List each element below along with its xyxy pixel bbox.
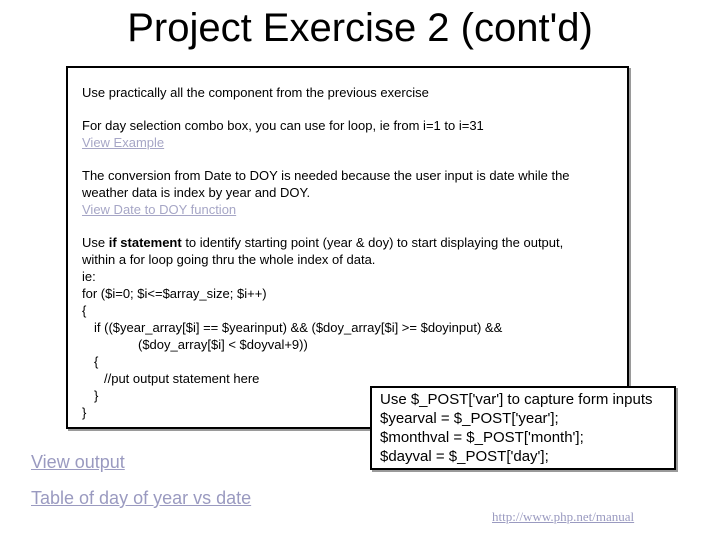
code-line: for ($i=0; $i<=$array_size; $i++) (82, 286, 267, 301)
intro-line: Use practically all the component from the previous exercise (82, 85, 429, 100)
if-statement-prefix: Use (82, 235, 109, 250)
view-date-to-doy-link[interactable]: View Date to DOY function (82, 202, 237, 217)
if-statement-line (82, 234, 563, 251)
code-line: ($doy_array[$i] < $doyval+9)) (138, 337, 308, 352)
code-line: { (82, 303, 87, 318)
conversion-line-1: The conversion from Date to DOY is needed because the user input is date while the (82, 168, 570, 183)
php-manual-link[interactable]: http://www.php.net/manual (492, 509, 635, 524)
slide-title: Project Exercise 2 (cont'd) (127, 6, 593, 50)
callout-line: Use $_POST['var'] to capture form inputs (380, 391, 653, 408)
exercise-text-box (66, 66, 629, 429)
code-line: if (($year_array[$i] == $yearinput) && ($doy_array[$i] >= $doyinput) && (94, 320, 503, 335)
post-variables-callout (370, 386, 676, 470)
callout-line: $monthval = $_POST['month']; (380, 429, 584, 446)
callout-line: $yearval = $_POST['year']; (380, 410, 559, 427)
if-statement-keyword: if statement (108, 235, 182, 250)
if-statement-suffix: to identify starting point (year & doy) to start displaying the output, (181, 235, 564, 250)
combo-box-line: For day selection combo box, you can use for loop, ie from i=1 to i=31 (82, 118, 484, 133)
view-example-link[interactable]: View Example (82, 135, 165, 150)
conversion-line-2: weather data is index by year and DOY. (82, 185, 311, 200)
code-line: } (94, 388, 99, 403)
code-line: } (82, 405, 87, 420)
code-line: { (94, 354, 99, 369)
ie-line: ie: (82, 269, 96, 284)
for-loop-line: within a for loop going thru the whole index of data. (82, 252, 376, 267)
view-output-link[interactable]: View output (31, 452, 125, 472)
code-line: //put output statement here (104, 371, 260, 386)
table-doy-link[interactable]: Table of day of year vs date (31, 488, 252, 508)
callout-line: $dayval = $_POST['day']; (380, 448, 549, 465)
